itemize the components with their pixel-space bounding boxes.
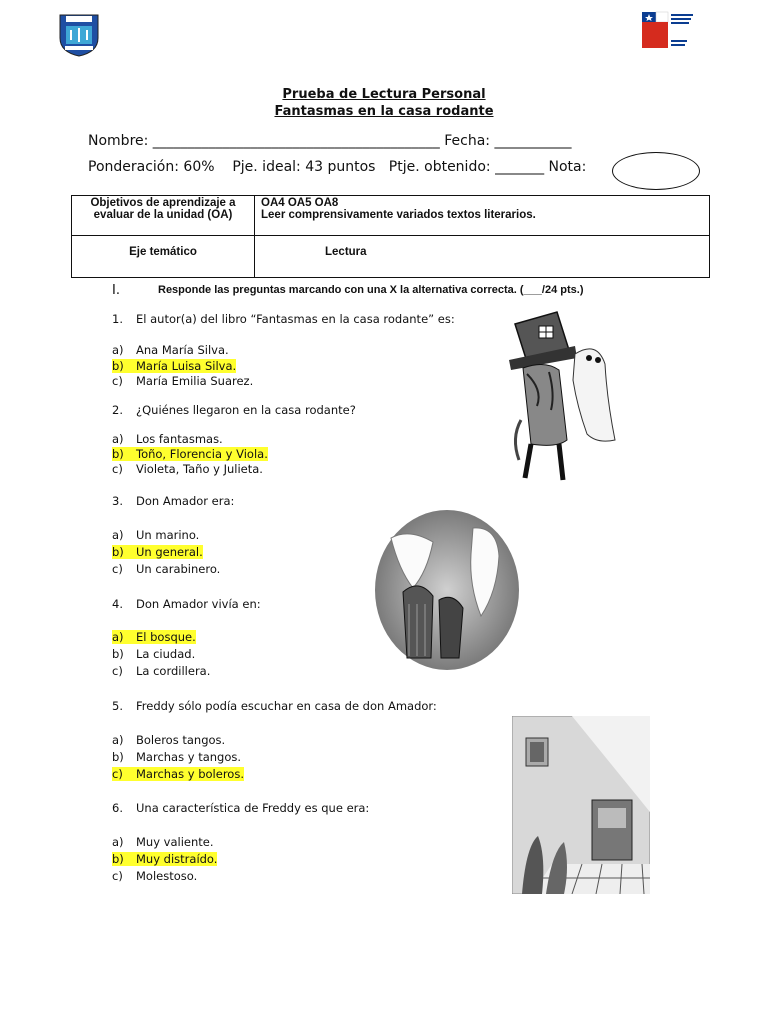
- highlighted-answer: [112, 852, 217, 866]
- option-text: María Luisa Silva.: [136, 359, 237, 373]
- option-text: Toño, Florencia y Viola.: [136, 447, 268, 461]
- option-letter: a): [112, 630, 124, 644]
- question-number: 5.: [112, 699, 123, 713]
- answer-text-wrap: [112, 432, 223, 446]
- option-letter: c): [112, 374, 123, 388]
- nombre-fecha-line: Nombre: _________________________________________ Fecha: ___________: [88, 133, 572, 149]
- question-4: [112, 597, 261, 611]
- option-letter: b): [112, 545, 124, 559]
- option-letter: b): [112, 447, 124, 461]
- question-1: [112, 312, 455, 326]
- answer-option[interactable]: [112, 545, 203, 559]
- option-text: Marchas y tangos.: [136, 750, 242, 764]
- exam-subtitle: Fantasmas en la casa rodante: [274, 104, 494, 119]
- option-text: El bosque.: [136, 630, 196, 644]
- objectives-codes: OA4 OA5 OA8: [261, 197, 339, 209]
- question-number: 4.: [112, 597, 123, 611]
- question-6: [112, 801, 369, 815]
- answer-option[interactable]: [112, 462, 263, 476]
- answer-option[interactable]: [112, 835, 214, 849]
- section-instruction: Responde las preguntas marcando con una X la alternativa correcta. (___/24 pts.): [158, 284, 584, 296]
- question-number: 3.: [112, 494, 123, 508]
- question-text: Una característica de Freddy es que era:: [136, 801, 370, 815]
- option-letter: b): [112, 647, 124, 661]
- answer-option[interactable]: [112, 869, 197, 883]
- question-number: 6.: [112, 801, 123, 815]
- option-text: Ana María Silva.: [136, 343, 229, 357]
- answer-option[interactable]: [112, 750, 241, 764]
- option-letter: a): [112, 835, 124, 849]
- room-interior-illustration: [512, 716, 650, 894]
- nota-oval: [612, 152, 700, 190]
- question-5: [112, 699, 437, 713]
- option-text: Violeta, Taño y Julieta.: [136, 462, 263, 476]
- highlighted-answer: [112, 545, 203, 559]
- option-letter: b): [112, 852, 124, 866]
- answer-option[interactable]: [112, 562, 220, 576]
- answer-option[interactable]: [112, 374, 253, 388]
- answer-option[interactable]: [112, 767, 244, 781]
- question-number: 2.: [112, 403, 123, 417]
- option-text: Muy valiente.: [136, 835, 214, 849]
- answer-text-wrap: [112, 374, 253, 388]
- answer-option[interactable]: [112, 432, 223, 446]
- option-text: Los fantasmas.: [136, 432, 223, 446]
- question-2: [112, 403, 356, 417]
- option-letter: a): [112, 528, 124, 542]
- answer-text-wrap: [112, 528, 199, 542]
- option-letter: c): [112, 664, 123, 678]
- school-crest-logo: [57, 12, 101, 58]
- eje-label: Eje temático: [72, 236, 255, 278]
- section-number: I.: [112, 283, 120, 298]
- highlighted-answer: [112, 630, 196, 644]
- answer-option[interactable]: [112, 664, 210, 678]
- question-text: ¿Quiénes llegaron en la casa rodante?: [136, 403, 356, 417]
- answer-text-wrap: [112, 462, 263, 476]
- ponderacion-line: Ponderación: 60% Pje. ideal: 43 puntos Ptje. obtenido: _______ Nota:: [88, 159, 587, 175]
- highlighted-answer: [112, 767, 244, 781]
- answer-text-wrap: [112, 647, 195, 661]
- option-text: Molestoso.: [136, 869, 198, 883]
- option-letter: c): [112, 869, 123, 883]
- answer-option[interactable]: [112, 528, 199, 542]
- option-letter: b): [112, 750, 124, 764]
- general-with-ghost-illustration: [497, 310, 627, 490]
- ghosts-illustration: [373, 508, 521, 672]
- option-letter: c): [112, 462, 123, 476]
- objectives-label: Objetivos de aprendizaje a evaluar de la unidad (OA): [72, 196, 255, 236]
- option-text: La ciudad.: [136, 647, 196, 661]
- option-letter: b): [112, 359, 124, 373]
- answer-option[interactable]: [112, 359, 236, 373]
- objectives-description: Leer comprensivamente variados textos literarios.: [261, 209, 536, 221]
- option-text: Un carabinero.: [136, 562, 221, 576]
- question-text: Don Amador vivía en:: [136, 597, 261, 611]
- option-letter: c): [112, 562, 123, 576]
- option-letter: a): [112, 733, 124, 747]
- objectives-table: [71, 195, 710, 278]
- option-text: Boleros tangos.: [136, 733, 226, 747]
- option-text: Muy distraído.: [136, 852, 218, 866]
- question-number: 1.: [112, 312, 123, 326]
- answer-option[interactable]: [112, 630, 196, 644]
- option-text: María Emilia Suarez.: [136, 374, 254, 388]
- exam-title: Prueba de Lectura Personal: [282, 87, 486, 102]
- option-letter: c): [112, 767, 123, 781]
- question-text: Don Amador era:: [136, 494, 235, 508]
- option-text: La cordillera.: [136, 664, 211, 678]
- answer-text-wrap: [112, 343, 229, 357]
- question-text: Freddy sólo podía escuchar en casa de don Amador:: [136, 699, 437, 713]
- answer-option[interactable]: [112, 343, 229, 357]
- option-letter: a): [112, 343, 124, 357]
- answer-text-wrap: [112, 664, 210, 678]
- answer-text-wrap: [112, 562, 220, 576]
- question-text: El autor(a) del libro “Fantasmas en la casa rodante” es:: [136, 312, 455, 326]
- option-text: Un marino.: [136, 528, 200, 542]
- option-text: Un general.: [136, 545, 203, 559]
- option-letter: a): [112, 432, 124, 446]
- question-3: [112, 494, 234, 508]
- answer-option[interactable]: [112, 447, 268, 461]
- highlighted-answer: [112, 447, 268, 461]
- answer-text-wrap: [112, 750, 241, 764]
- objectives-value: [255, 196, 710, 236]
- answer-text-wrap: [112, 733, 225, 747]
- highlighted-answer: [112, 359, 236, 373]
- option-text: Marchas y boleros.: [136, 767, 244, 781]
- eje-value: Lectura: [255, 236, 710, 278]
- answer-text-wrap: [112, 835, 214, 849]
- answer-option[interactable]: [112, 852, 217, 866]
- ministerio-educacion-logo: [640, 10, 696, 56]
- answer-text-wrap: [112, 869, 197, 883]
- answer-option[interactable]: [112, 647, 195, 661]
- answer-option[interactable]: [112, 733, 225, 747]
